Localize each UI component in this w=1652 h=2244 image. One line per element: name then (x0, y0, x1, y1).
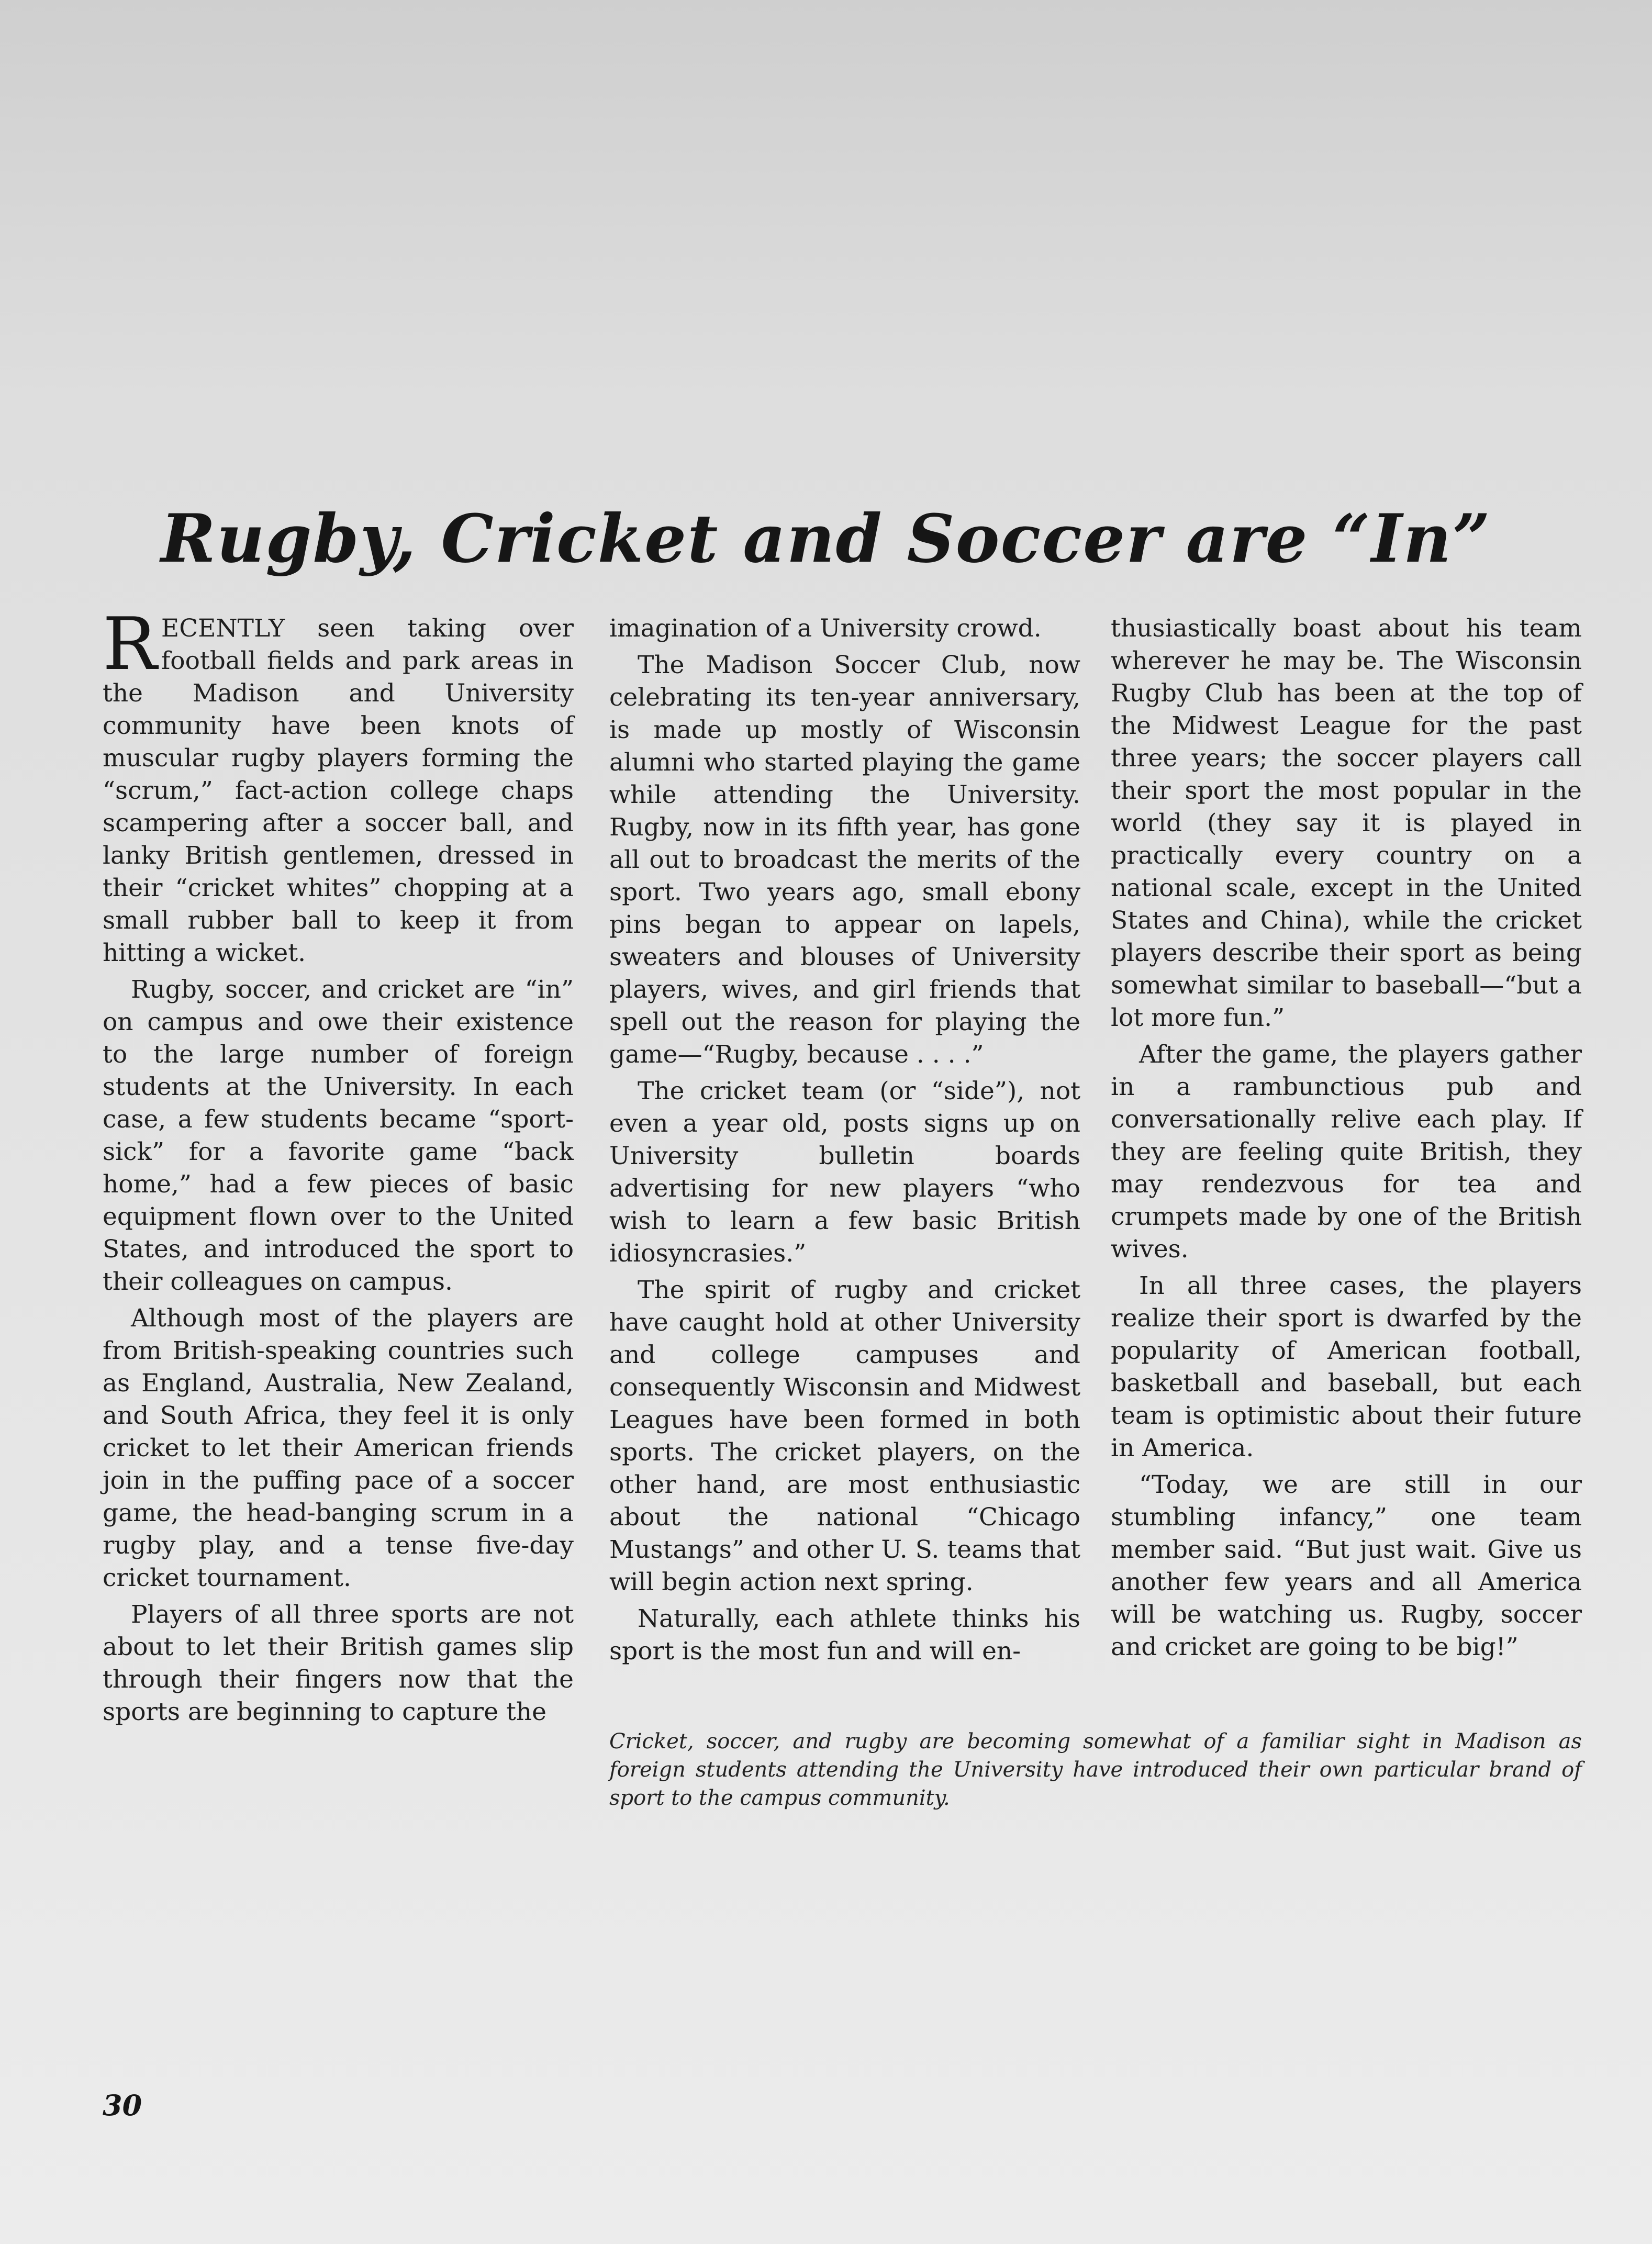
article-column-3 (1111, 612, 1582, 1668)
paragraph: After the game, the players gather in a rambunctious pub and conversationally relive each play. If they are feeling quite British, they may rendezvous for tea and crumpets made by one of the British wives. (1111, 1040, 1582, 1264)
page-number: 30 (103, 2089, 142, 2122)
paragraph: thusiastically boast about his team wherever he may be. The Wisconsin Rugby Club has been at the top of the Midwest League for the past three years; the soccer players call their sport the most popular in the world (they say it is played in practically every country on a national scale, except in the United States and China), while the cricket players describe their sport as being somewhat similar to baseball—“but a lot more fun.” (1111, 614, 1582, 1032)
paragraph: The cricket team (or “side”), not even a year old, posts signs up on University bulletin boards advertising for new players “who wish to learn a few basic British idiosyncrasies.” (609, 1077, 1080, 1268)
article-column-1 (103, 602, 574, 1733)
paragraph: Players of all three sports are not about to let their British games slip through their fingers now that the sports are beginning to capture the (103, 1600, 574, 1726)
photo-caption: Cricket, soccer, and rugby are becoming somewhat of a familiar sight in Madison as foreign students attending the University have introduced their own particular brand of sport to the campus community. (609, 1729, 1582, 1810)
paragraph: Rugby, soccer, and cricket are “in” on campus and owe their existence to the large number of foreign students at the University. In each case, a few students became “sport-sick” for a favorite game “back home,” had a few pieces of basic equipment flown over to the United States, and introduced the sport to their colleagues on campus. (103, 975, 574, 1296)
paragraph: The Madison Soccer Club, now celebrating its ten-year anniversary, is made up mostly of Wisconsin alumni who started playing the game while attending the University. Rugby, now in its fifth year, has gone all out to broadcast the merits of the sport. Two years ago, small ebony pins began to appear on lapels, sweaters and blouses of University players, wives, and girl friends that spell out the reason for playing the game—“Rugby, because . . . .” (609, 651, 1080, 1069)
article-column-2 (609, 612, 1080, 1672)
paragraph: In all three cases, the players realize their sport is dwarfed by the popularity of American football, basketball and baseball, but each team is optimistic about their future in America. (1111, 1271, 1582, 1462)
paragraph: The spirit of rugby and cricket have caught hold at other University and college campuses and consequently Wisconsin and Midwest Leagues have been formed in both sports. The cricket players, on the other hand, are most enthusiastic about the national “Chicago Mustangs” and other U. S. teams that will begin action next spring. (609, 1276, 1080, 1597)
drop-cap: R (103, 602, 157, 686)
paragraph: Naturally, each athlete thinks his sport is the most fun and will en- (609, 1604, 1080, 1666)
article-title: Rugby, Cricket and Soccer are “In” (161, 500, 1491, 577)
paragraph: Although most of the players are from British-speaking countries such as England, Australia, New Zealand, and South Africa, they feel it is only cricket to let their American friends join in the puffing pace of a soccer game, the head-banging scrum in a rugby play, and a tense five-day cricket tournament. (103, 1304, 574, 1592)
paragraph-text: ECENTLY seen taking over football fields and park areas in the Madison and University community have been knots of muscular rugby players forming the “scrum,” fact-action college chaps scampering after a soccer ball, and lanky British gentlemen, dressed in their “cricket whites” chopping at a small rubber ball to keep it from hitting a wicket. (103, 614, 574, 967)
paragraph: imagination of a University crowd. (609, 614, 1042, 643)
paragraph: “Today, we are still in our stumbling infancy,” one team member said. “But just wait. Give us another few years and all America will be watching us. Rugby, soccer and cricket are going to be big!” (1111, 1470, 1582, 1661)
paragraph (103, 602, 574, 969)
